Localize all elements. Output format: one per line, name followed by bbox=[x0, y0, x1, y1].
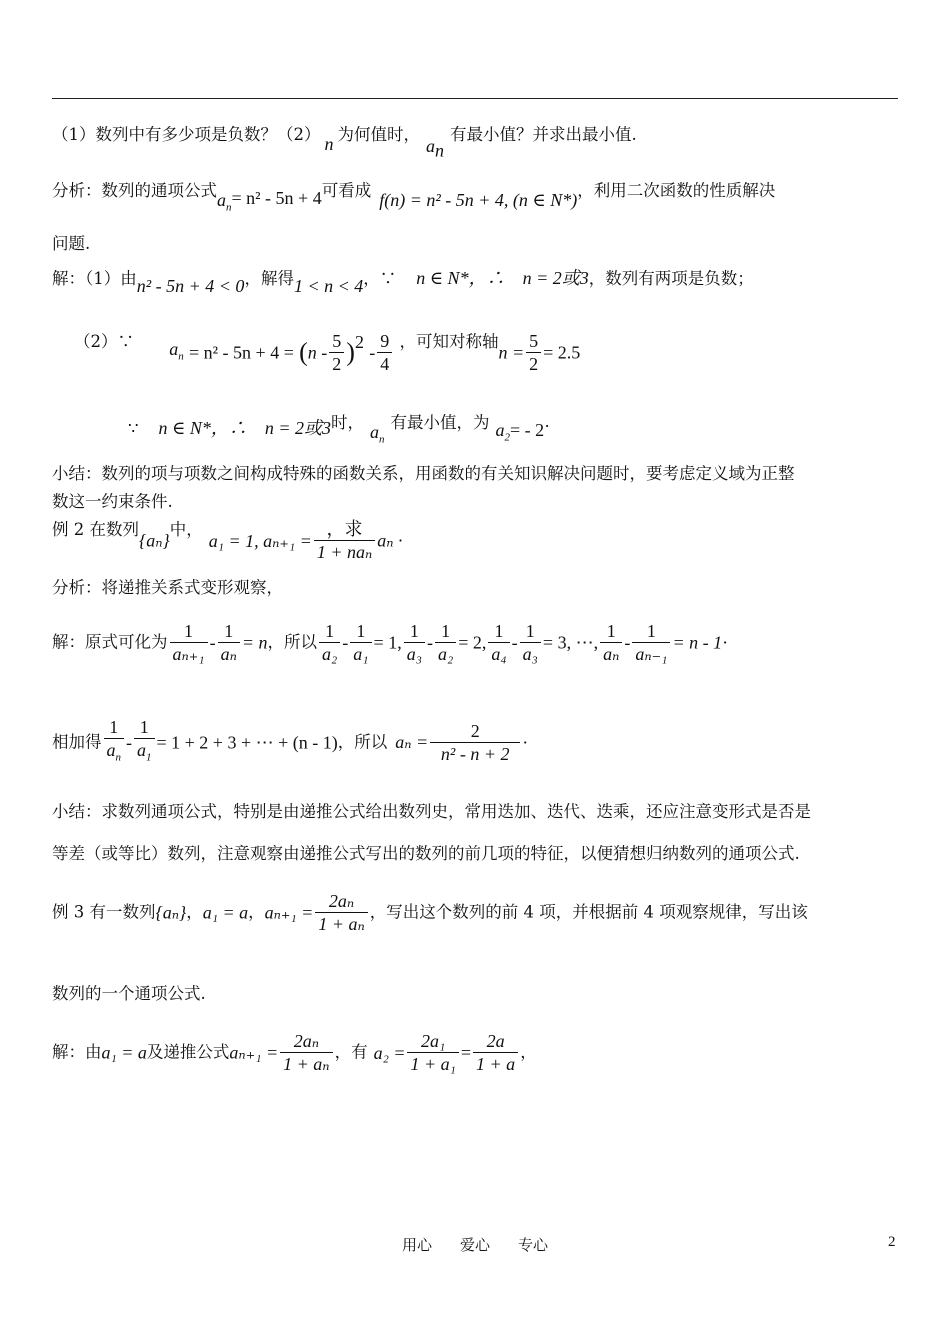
var-a-sub: n bbox=[435, 140, 444, 161]
sol2-axis-five: 5 bbox=[526, 330, 541, 353]
var-n: n bbox=[324, 134, 334, 154]
sol5-num3: 2a bbox=[473, 1030, 518, 1053]
analysis-cont: 问题. bbox=[52, 234, 91, 253]
question-tail: 有最小值？并求出最小值. bbox=[450, 125, 637, 144]
sol1-nin: n ∈ N*，∴ bbox=[416, 268, 505, 288]
sol2-two: 2 bbox=[332, 354, 342, 374]
sol4-one-f: 1 bbox=[435, 620, 456, 643]
example3-line bbox=[52, 890, 898, 944]
var-a: a bbox=[426, 136, 435, 156]
sol5-an1: aₙ₊₁ = bbox=[229, 1042, 279, 1063]
sol5-num: 2aₙ bbox=[280, 1030, 332, 1053]
sol2-nine: 9 bbox=[377, 330, 392, 353]
sol2-square: 2 bbox=[354, 332, 364, 352]
ex3-label: 例 3 有一数列 bbox=[52, 902, 156, 922]
sol1-ineq: n² - 5n + 4 < 0 bbox=[136, 276, 245, 296]
sol4-eq3: = 3, ⋯, bbox=[542, 632, 599, 653]
sol5-tail: ， bbox=[520, 1042, 537, 1062]
sum-label: 相加得 bbox=[52, 732, 102, 752]
analysis-mid: 可看成 bbox=[321, 181, 372, 200]
sol4-label: 解：原式可化为 bbox=[52, 632, 168, 652]
example2-line bbox=[52, 518, 898, 568]
sum-so: ，所以 bbox=[337, 732, 388, 752]
analysis2: 分析：将递推关系式变形观察， bbox=[52, 578, 283, 597]
sum-num: 2 bbox=[430, 720, 520, 743]
question-part1: （1）数列中有多少项是负数？（2） bbox=[52, 125, 321, 144]
sol4-dot: · bbox=[722, 632, 729, 653]
sol1-range: 1 < n < 4 bbox=[293, 276, 364, 296]
ex2-num: ，求 bbox=[314, 518, 375, 541]
sol2-mid: ，可知对称轴 bbox=[399, 332, 499, 351]
footer-b: 爱心 bbox=[459, 1236, 490, 1254]
sol4-so: ，所以 bbox=[267, 632, 318, 652]
footer-a: 用心 bbox=[401, 1236, 432, 1254]
sol2-label: （2）∵ bbox=[74, 332, 134, 351]
ex3-set: {aₙ} bbox=[155, 902, 187, 923]
sol1-label: 解：（1）由 bbox=[52, 269, 137, 288]
sol5-a1: a₁ = a bbox=[101, 1042, 147, 1063]
sol4-minus-d: - bbox=[511, 632, 518, 653]
ex2-set: {aₙ} bbox=[139, 530, 170, 551]
sol4-one-c: 1 bbox=[319, 620, 340, 643]
footer-c: 专心 bbox=[518, 1236, 549, 1254]
solution2-line: （2）∵ $a_n = n^2 - 5n + 4 = (n$ - $\frac{5}{2}$ )$^2$ - $\frac{9}{4}$ ，可知对称轴n = $\frac{5}{2}$ = 2.5 bbox=[74, 331, 581, 374]
ex2-a1: a₁ = 1, aₙ₊₁ = bbox=[208, 530, 312, 551]
sol4-one-a: 1 bbox=[170, 620, 208, 643]
sol1-tail: ，数列有两项是负数； bbox=[588, 269, 754, 288]
footer bbox=[0, 1234, 950, 1255]
ex2-label: 例 2 在数列 bbox=[52, 520, 139, 539]
sol5-num2: 2a₁ bbox=[407, 1030, 458, 1053]
sol5-you: ，有 bbox=[334, 1042, 368, 1062]
sol1-mid: ，解得 bbox=[244, 269, 294, 288]
sol2-paren-left: ( bbox=[299, 337, 308, 367]
ex3-cont: 数列的一个通项公式. bbox=[52, 984, 206, 1003]
sol4-a2: a₂ bbox=[322, 644, 338, 664]
sol4-a3: a₃ bbox=[406, 644, 422, 664]
sol4-anm1: aₙ₋₁ bbox=[635, 644, 668, 664]
summary2-line1: 小结：求数列通项公式，特别是由递推公式给出数列史，常用迭加、迭代、迭乘，还应注意变形式是否是 bbox=[52, 802, 811, 821]
sol4-eqn1: = n - 1 bbox=[672, 632, 723, 653]
analysis-label: 分析：数列的通项公式 bbox=[52, 181, 217, 200]
sol3-val: = - 2 bbox=[510, 420, 545, 440]
sol4-eq-n: = n bbox=[241, 632, 268, 653]
solution3-line: ∵ n ∈ N*，∴ n = 2或3时， $a_n$有最小值，为 $a_2= - 2\cdot$ bbox=[128, 413, 551, 446]
ex3-c1: ， bbox=[186, 902, 203, 922]
sol4-a1: a₁ bbox=[353, 644, 369, 664]
sol4-a3-b: a₃ bbox=[522, 644, 538, 664]
sol3-nin: n ∈ N*，∴ bbox=[158, 418, 247, 438]
sol4-minus-e: - bbox=[624, 632, 631, 653]
summary1-line2: 数这一约束条件. bbox=[52, 492, 173, 511]
page-number: 2 bbox=[888, 1234, 896, 1250]
summary1-line1: 小结：数列的项与项数之间构成特殊的函数关系，用函数的有关知识解决问题时，要考虑定义域为正整 bbox=[52, 464, 795, 483]
sol4-one-d: 1 bbox=[350, 620, 371, 643]
analysis-tail: ，利用二次函数的性质解决 bbox=[577, 181, 776, 200]
sol4-an: aₙ bbox=[220, 644, 237, 664]
sol2-axis-two: 2 bbox=[529, 354, 539, 374]
sol1-since: ，∵ bbox=[363, 269, 397, 288]
sol4-an-b: aₙ bbox=[603, 644, 620, 664]
ex2-tail: aₙ · bbox=[377, 530, 403, 551]
sol4-eq1: = 1, bbox=[373, 632, 402, 653]
ex3-tail: ，写出这个数列的前 4 项，并根据前 4 项观察规律，写出该 bbox=[369, 902, 808, 922]
sol5-a2: a₂ = bbox=[373, 1042, 406, 1063]
sol3-since: ∵ bbox=[128, 419, 139, 438]
solution4-line bbox=[52, 620, 898, 676]
question-line bbox=[52, 122, 898, 161]
solution5-line bbox=[52, 1030, 898, 1086]
ex3-den: 1 + aₙ bbox=[318, 914, 365, 934]
summary2-line2: 等差（或等比）数列，注意观察由递推公式写出的数列的前几项的特征，以便猜想归纳数列的通项公式. bbox=[52, 844, 800, 863]
sol5-den2: 1 + a₁ bbox=[410, 1054, 456, 1074]
analysis-line: 分析：数列的通项公式$a_n= n^2 - 5n + 4$可看成 f(n) = n² - 5n + 4, (n ∈ N*)，利用二次函数的性质解决 bbox=[52, 181, 776, 214]
ex3-an1: aₙ₊₁ = bbox=[264, 902, 314, 923]
sol4-minus-c: - bbox=[426, 632, 433, 653]
sol2-four: 4 bbox=[380, 354, 390, 374]
sol4-a2-b: a₂ bbox=[437, 644, 454, 664]
sol3-shi: 时， bbox=[331, 413, 364, 432]
sol5-den: 1 + aₙ bbox=[283, 1054, 330, 1074]
sol2-formula: = n² - 5n + 4 = bbox=[189, 342, 294, 363]
solution1-line bbox=[52, 266, 898, 296]
sol4-one-g: 1 bbox=[488, 620, 509, 643]
analysis-formula2: f(n) = n² - 5n + 4, (n ∈ N*) bbox=[379, 190, 578, 210]
sol2-paren-right: ) bbox=[346, 337, 355, 367]
sol4-a4: a₄ bbox=[491, 644, 507, 664]
sol4-minus-a: - bbox=[209, 632, 216, 653]
sol4-one-b: 1 bbox=[218, 620, 240, 643]
sol1-neq: n = 2或3 bbox=[522, 268, 589, 288]
sol4-one-j: 1 bbox=[632, 620, 670, 643]
sol3-neq: n = 2或3 bbox=[264, 418, 331, 438]
sol3-a2: a bbox=[495, 420, 505, 440]
sol3-dot: · bbox=[544, 416, 551, 436]
sol4-minus-b: - bbox=[342, 632, 349, 653]
sol3-a2-sub: 2 bbox=[504, 431, 510, 444]
sum-an-eq: aₙ = bbox=[395, 732, 429, 753]
question-mid: 为何值时， bbox=[337, 125, 420, 144]
sum-dot: · bbox=[522, 732, 529, 753]
sol5-label: 解：由 bbox=[52, 1042, 102, 1062]
sum-line: 相加得 $\frac{1}{a_n}$ - $\frac{1}{a_1}$ = 1 + 2 + 3 + ⋯ + (n - 1)，所以 aₙ = $\frac{2}{\text{n² - n + 2}}$ · bbox=[52, 717, 529, 764]
ex2-den: 1 + naₙ bbox=[316, 542, 373, 562]
sum-eq: = 1 + 2 + 3 + ⋯ + (n - 1) bbox=[156, 732, 338, 753]
sol4-eq2: = 2, bbox=[458, 632, 487, 653]
sol4-one-i: 1 bbox=[600, 620, 622, 643]
ex2-mid: 中， bbox=[169, 520, 203, 539]
sol2-n-minus: n - bbox=[307, 342, 328, 363]
ex3-a1: a₁ = a bbox=[202, 902, 249, 923]
sol2-axis-n: n = bbox=[498, 342, 525, 363]
sol5-den3: 1 + a bbox=[476, 1054, 516, 1074]
ex3-c2: ， bbox=[248, 902, 265, 922]
sol4-one-e: 1 bbox=[404, 620, 425, 643]
sol2-axis-val: = 2.5 bbox=[543, 342, 581, 363]
sol2-five: 5 bbox=[329, 330, 344, 353]
sol5-eq: = bbox=[460, 1042, 472, 1063]
sol3-mid: 有最小值，为 bbox=[390, 413, 490, 432]
ex3-num: 2aₙ bbox=[315, 890, 367, 913]
header-rule bbox=[52, 98, 898, 99]
sol2-minus: - bbox=[369, 342, 376, 363]
sol5-mid: 及递推公式 bbox=[146, 1042, 230, 1062]
sum-den: n² - n + 2 bbox=[440, 743, 510, 764]
analysis-formula1: = n² - 5n + 4 bbox=[231, 188, 322, 208]
sol4-an1: aₙ₊₁ bbox=[172, 644, 205, 664]
sol4-one-h: 1 bbox=[520, 620, 541, 643]
